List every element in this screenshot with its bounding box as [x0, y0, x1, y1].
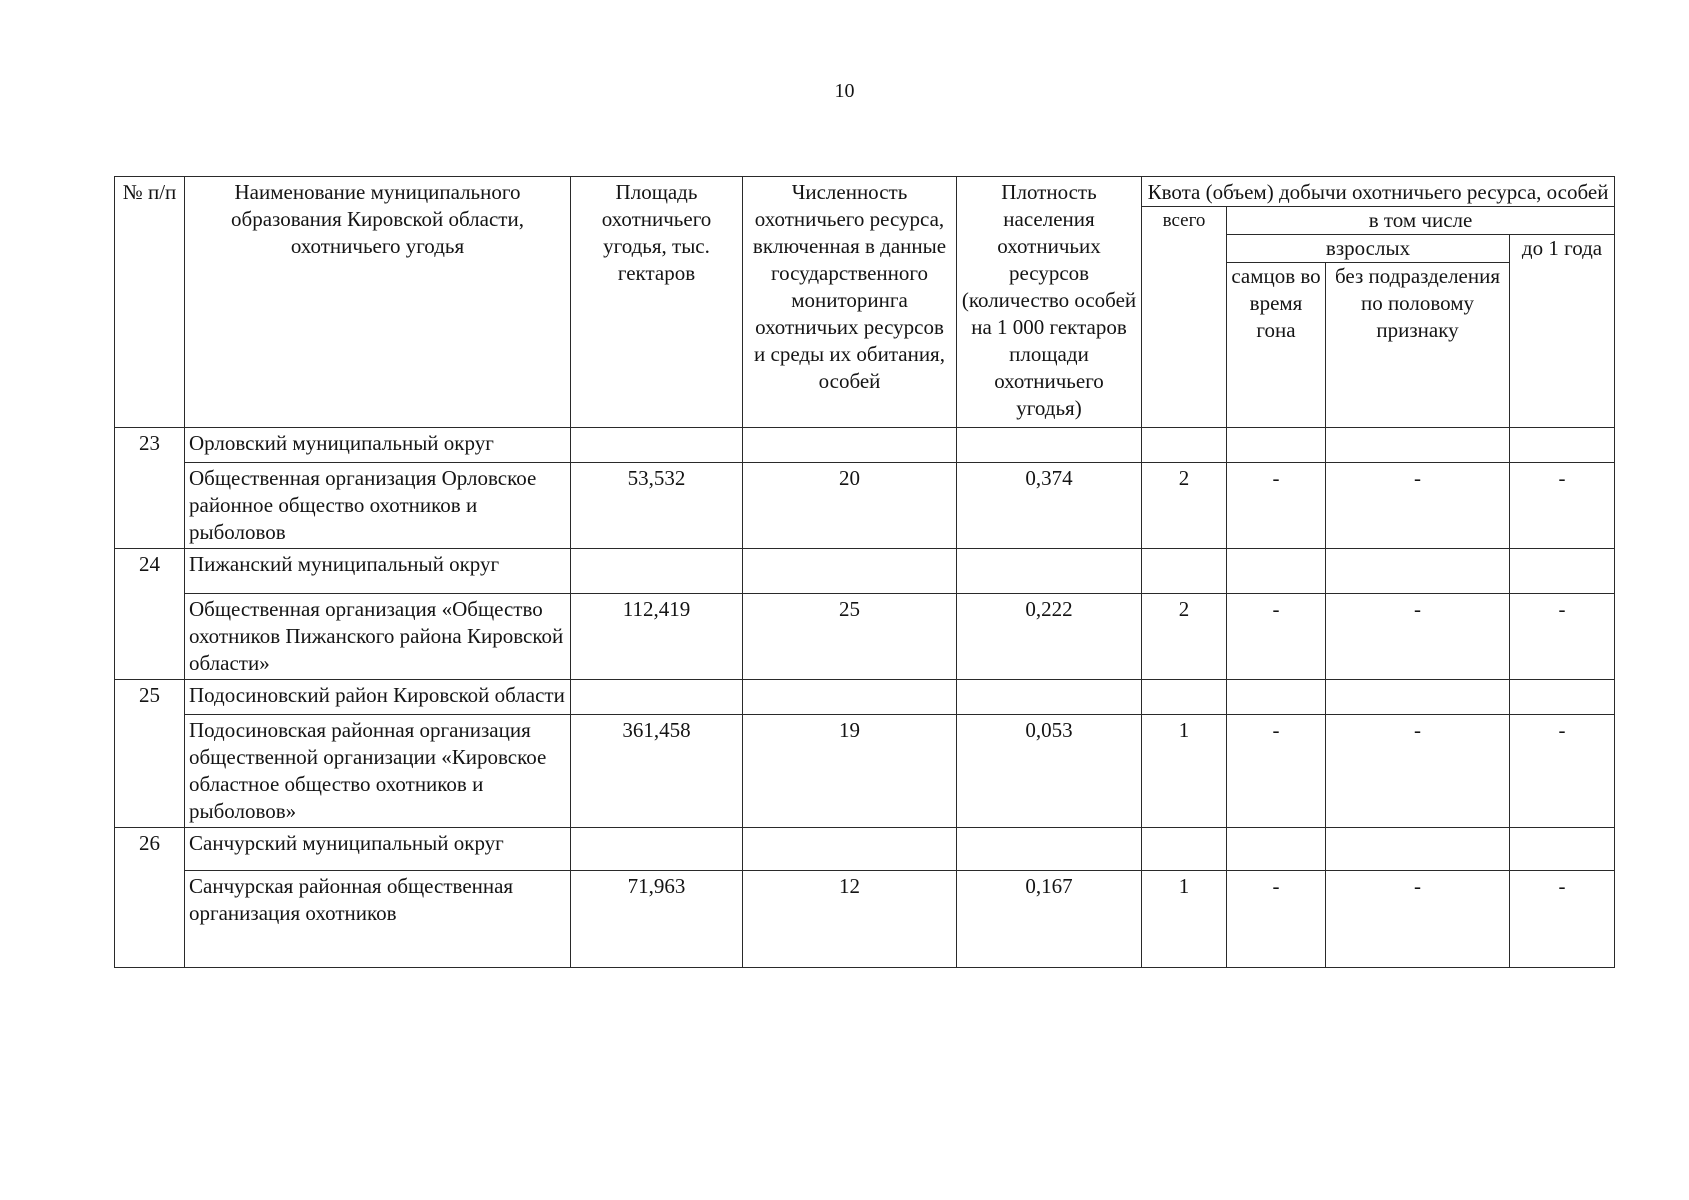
header-density: Плотность населения охотничьих ресурсов (количество особей на 1 000 гектаров площади охотничьего угодья) — [957, 177, 1142, 428]
region-name: Орловский муниципальный округ — [185, 428, 571, 463]
region-name: Подосиновский район Кировской области — [185, 680, 571, 715]
quota-table — [114, 176, 1615, 968]
page-number: 10 — [834, 80, 855, 102]
header-males-rut: самцов во время гона — [1227, 263, 1326, 428]
region-row — [115, 828, 1615, 871]
quota-total-cell: 2 — [1142, 463, 1227, 549]
density-cell: 0,053 — [957, 715, 1142, 828]
area-cell: 71,963 — [571, 871, 743, 968]
population-cell: 19 — [743, 715, 957, 828]
header-under-one: до 1 года — [1510, 235, 1615, 428]
density-cell: 0,222 — [957, 594, 1142, 680]
males-rut-cell: - — [1227, 715, 1326, 828]
no-sex-split-cell: - — [1326, 594, 1510, 680]
organization-name: Санчурская районная общественная организация охотников — [185, 871, 571, 968]
region-row — [115, 680, 1615, 715]
header-num: № п/п — [115, 177, 185, 428]
header-no-sex-split: без подразделения по половому признаку — [1326, 263, 1510, 428]
density-cell: 0,374 — [957, 463, 1142, 549]
region-name: Пижанский муниципальный округ — [185, 549, 571, 594]
organization-row — [115, 715, 1615, 828]
header-population: Численность охотничьего ресурса, включенная в данные государственного мониторинга охотничьих ресурсов и среды их обитания, особей — [743, 177, 957, 428]
header-name: Наименование муниципального образования Кировской области, охотничьего угодья — [185, 177, 571, 428]
no-sex-split-cell: - — [1326, 715, 1510, 828]
under-one-cell: - — [1510, 871, 1615, 968]
population-cell: 12 — [743, 871, 957, 968]
males-rut-cell: - — [1227, 463, 1326, 549]
row-number: 26 — [115, 828, 185, 968]
organization-row — [115, 871, 1615, 968]
region-name: Санчурский муниципальный округ — [185, 828, 571, 871]
quota-total-cell: 1 — [1142, 871, 1227, 968]
header-area: Площадь охотничьего угодья, тыс. гектаров — [571, 177, 743, 428]
row-number: 23 — [115, 428, 185, 549]
area-cell: 112,419 — [571, 594, 743, 680]
area-cell: 361,458 — [571, 715, 743, 828]
no-sex-split-cell: - — [1326, 463, 1510, 549]
population-cell: 20 — [743, 463, 957, 549]
organization-name: Общественная организация «Общество охотников Пижанского района Кировской области» — [185, 594, 571, 680]
row-number: 25 — [115, 680, 185, 828]
header-total: всего — [1142, 207, 1227, 428]
density-cell: 0,167 — [957, 871, 1142, 968]
population-cell: 25 — [743, 594, 957, 680]
organization-row — [115, 594, 1615, 680]
males-rut-cell: - — [1227, 594, 1326, 680]
organization-name: Общественная организация Орловское районное общество охотников и рыболовов — [185, 463, 571, 549]
males-rut-cell: - — [1227, 871, 1326, 968]
area-cell: 53,532 — [571, 463, 743, 549]
header-adults: взрослых — [1227, 235, 1510, 263]
under-one-cell: - — [1510, 594, 1615, 680]
quota-total-cell: 2 — [1142, 594, 1227, 680]
quota-total-cell: 1 — [1142, 715, 1227, 828]
under-one-cell: - — [1510, 463, 1615, 549]
organization-row — [115, 463, 1615, 549]
header-quota: Квота (объем) добычи охотничьего ресурса, особей — [1142, 177, 1615, 207]
no-sex-split-cell: - — [1326, 871, 1510, 968]
organization-name: Подосиновская районная организация общественной организации «Кировское областное общество охотников и рыболовов» — [185, 715, 571, 828]
row-number: 24 — [115, 549, 185, 680]
region-row — [115, 549, 1615, 594]
header-including: в том числе — [1227, 207, 1615, 235]
under-one-cell: - — [1510, 715, 1615, 828]
region-row — [115, 428, 1615, 463]
